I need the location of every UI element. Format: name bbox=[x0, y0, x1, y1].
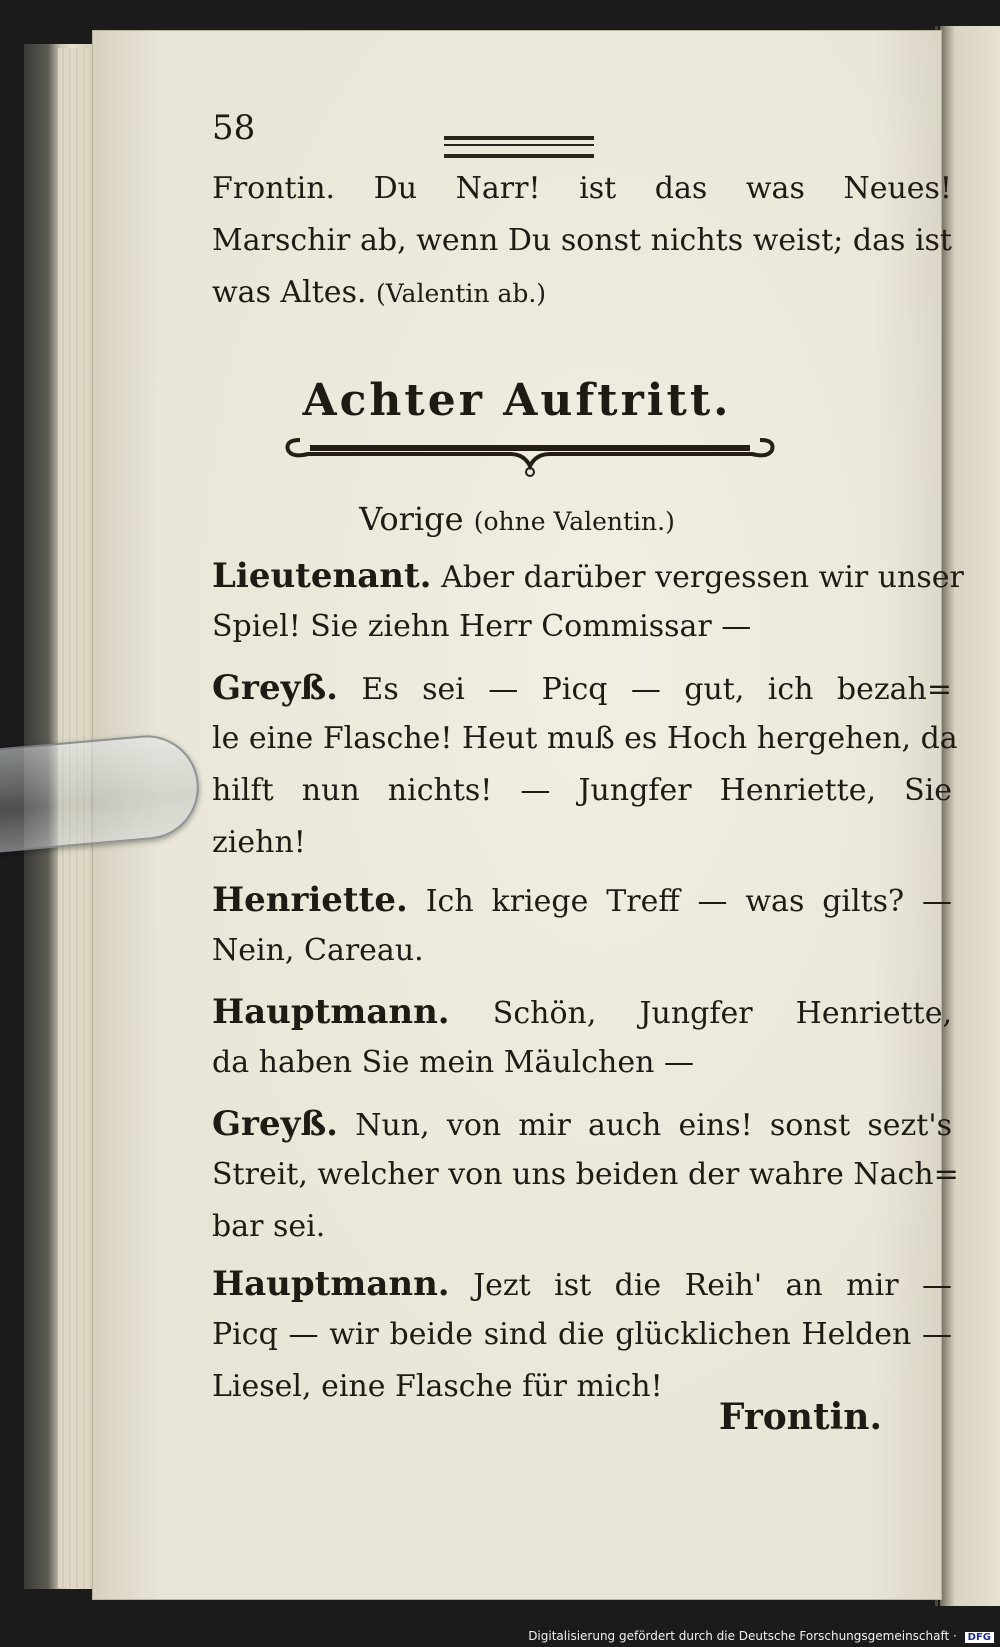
speech: Aber darüber vergessen wir unser bbox=[441, 560, 964, 595]
catchword: Frontin. bbox=[718, 1396, 882, 1438]
text-line-9: ziehn! bbox=[212, 825, 306, 860]
dfg-logo: DFG bbox=[965, 1632, 994, 1643]
speech: Es sei — Picq — gut, ich bezah= bbox=[361, 672, 952, 707]
cast-direction: (ohne Valentin.) bbox=[473, 507, 675, 536]
text-line-17 bbox=[212, 1266, 952, 1303]
text-line-5: Spiel! Sie ziehn Herr Commissar — bbox=[212, 609, 752, 644]
speaker-greyss: Greyß. bbox=[212, 1104, 339, 1144]
ornament-rule bbox=[280, 418, 780, 478]
text-line-11: Nein, Careau. bbox=[212, 933, 424, 968]
cast-line bbox=[92, 500, 942, 538]
text-line-12 bbox=[212, 994, 952, 1031]
text-line-7: le eine Flasche! Heut muß es Hoch hergehen, da bbox=[212, 721, 958, 756]
text-line-13: da haben Sie mein Mäulchen — bbox=[212, 1045, 694, 1080]
book-page bbox=[92, 30, 964, 1600]
text-line-18: Picq — wir beide sind die glücklichen Helden — bbox=[212, 1317, 952, 1352]
stage-direction: (Valentin ab.) bbox=[376, 279, 547, 308]
cast-label: Vorige bbox=[359, 500, 464, 538]
speech: Jezt ist die Reih' an mir — bbox=[473, 1268, 952, 1303]
text-line-3-main: was Altes. bbox=[212, 275, 367, 310]
text-line-8: hilft nun nichts! — Jungfer Henriette, Sie bbox=[212, 773, 952, 808]
text-line-14 bbox=[212, 1106, 952, 1143]
scene-heading: Achter Auftritt. bbox=[302, 375, 732, 426]
text-line-2: Marschir ab, wenn Du sonst nichts weist; das ist bbox=[212, 223, 952, 258]
speech: Schön, Jungfer Henriette, bbox=[492, 996, 952, 1031]
footer-text: Digitalisierung gefördert durch die Deutsche Forschungsgemeinschaft · bbox=[528, 1629, 957, 1643]
page-number: 58 bbox=[212, 108, 256, 148]
text-line-16: bar sei. bbox=[212, 1209, 326, 1244]
text-line-6 bbox=[212, 670, 952, 707]
text-line-10 bbox=[212, 882, 952, 919]
header-rule bbox=[444, 136, 594, 158]
speaker-hauptmann: Hauptmann. bbox=[212, 1264, 450, 1304]
speech: Nun, von mir auch eins! sonst sezt's bbox=[355, 1108, 952, 1143]
speaker-henriette: Henriette. bbox=[212, 880, 408, 920]
footer-credit bbox=[528, 1629, 994, 1643]
text-line-1: Frontin. Du Narr! ist das was Neues! bbox=[212, 171, 952, 206]
text-line-3 bbox=[212, 276, 952, 309]
text-line-4 bbox=[212, 556, 964, 596]
speaker-hauptmann: Hauptmann. bbox=[212, 992, 450, 1032]
speaker-lieutenant: Lieutenant. bbox=[212, 556, 432, 596]
facing-page bbox=[940, 26, 1000, 1606]
speaker-greyss: Greyß. bbox=[212, 668, 339, 708]
speech: Ich kriege Treff — was gilts? — bbox=[425, 884, 952, 919]
text-line-19: Liesel, eine Flasche für mich! bbox=[212, 1369, 663, 1404]
text-line-15: Streit, welcher von uns beiden der wahre Nach= bbox=[212, 1157, 959, 1192]
